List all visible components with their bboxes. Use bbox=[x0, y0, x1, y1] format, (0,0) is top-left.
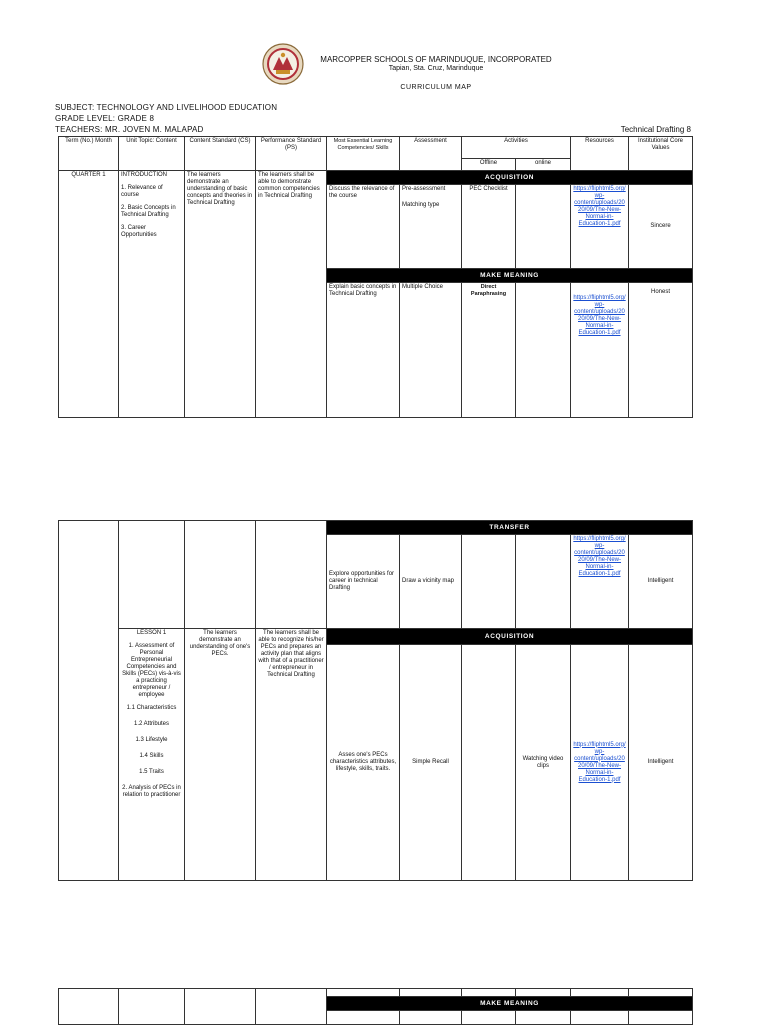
empty-cell bbox=[400, 989, 462, 997]
col-offline: Offline bbox=[462, 159, 516, 171]
teacher-line: TEACHERS: MR. JOVEN M. MALAPAD bbox=[55, 125, 204, 134]
empty-cell bbox=[462, 989, 516, 997]
unit-item: 3. Career Opportunities bbox=[121, 225, 157, 238]
school-name: MARCOPPER SCHOOLS OF MARINDUQUE, INCORPORATED bbox=[320, 55, 552, 64]
content-standard-cell: The learners demonstrate an understanding of one's PECs. bbox=[185, 629, 256, 881]
col-content-standard: Content Standard (CS) bbox=[185, 137, 256, 171]
content-standard-cell bbox=[185, 521, 256, 629]
core-value-cell: Intelligent bbox=[629, 535, 693, 629]
term-cell bbox=[59, 989, 119, 1025]
unit-topic-cell bbox=[119, 629, 185, 881]
band-transfer: TRANSFER bbox=[327, 521, 693, 535]
table-row bbox=[59, 629, 693, 645]
online-cell: Watching video clips bbox=[516, 645, 571, 881]
col-resources: Resources bbox=[571, 137, 629, 171]
assessment-cell: Draw a vicinity map bbox=[400, 535, 462, 629]
grade-line: GRADE LEVEL: GRADE 8 bbox=[55, 114, 155, 123]
empty-cell bbox=[571, 1011, 629, 1025]
unit-topic-cell bbox=[119, 521, 185, 629]
table-row bbox=[59, 171, 693, 185]
empty-cell bbox=[516, 989, 571, 997]
lesson-item: LESSON 1 bbox=[136, 630, 167, 636]
table-header-row bbox=[59, 137, 693, 159]
col-unit-topic: Unit Topic: Content bbox=[119, 137, 185, 171]
online-cell bbox=[516, 535, 571, 629]
band-acquisition: ACQUISITION bbox=[327, 171, 693, 185]
school-seal-logo bbox=[262, 43, 304, 85]
core-value-cell: Intelligent bbox=[629, 645, 693, 881]
band-make-meaning: MAKE MEANING bbox=[327, 269, 693, 283]
empty-cell bbox=[327, 989, 400, 997]
lesson-item: 1.5 Traits bbox=[139, 769, 164, 775]
document-title: CURRICULUM MAP bbox=[400, 84, 472, 91]
term-cell bbox=[59, 521, 119, 881]
unit-item: INTRODUCTION bbox=[121, 172, 167, 178]
core-value-cell: Sincere bbox=[629, 185, 693, 269]
performance-standard-cell bbox=[256, 989, 327, 1025]
performance-standard-cell: The learners shall be able to demonstrate common competencies in Technical Drafting bbox=[256, 171, 327, 418]
col-activities: Activities bbox=[462, 137, 571, 159]
lesson-item: 1. Assessment of Personal Entrepreneurial Competencies and Skills (PECs) vis-à-vis a practicing entrepreneur / employee bbox=[122, 643, 181, 698]
band-make-meaning: MAKE MEANING bbox=[327, 997, 693, 1011]
unit-topic-cell bbox=[119, 171, 185, 418]
core-value-cell: Honest bbox=[629, 283, 693, 418]
table-row bbox=[59, 989, 693, 997]
melc-cell: Discuss the relevance of the course bbox=[327, 185, 400, 269]
lesson-item: 2. Analysis of PECs in relation to practitioner bbox=[122, 785, 181, 798]
table-row bbox=[59, 521, 693, 535]
empty-cell bbox=[516, 1011, 571, 1025]
lesson-item: 1.2 Attributes bbox=[133, 721, 170, 727]
offline-cell bbox=[462, 535, 516, 629]
course-name: Technical Drafting 8 bbox=[620, 125, 691, 134]
curriculum-table-1 bbox=[58, 136, 693, 418]
lesson-item: 1.3 Lifestyle bbox=[135, 737, 168, 743]
empty-cell bbox=[400, 1011, 462, 1025]
melc-cell: Explain basic concepts in Technical Drafting bbox=[327, 283, 400, 418]
assessment-cell: Multiple Choice bbox=[400, 283, 462, 418]
col-melc: Most Essential Learning Competencies/ Skills bbox=[327, 137, 400, 171]
unit-item: 1. Relevance of course bbox=[121, 185, 163, 198]
col-performance-standard: Performance Standard (PS) bbox=[256, 137, 327, 171]
col-assessment: Assessment bbox=[400, 137, 462, 171]
unit-item: 2. Basic Concepts in Technical Drafting bbox=[121, 205, 176, 218]
melc-cell: Asses one's PECs characteristics attributes, lifestyle, skills, traits. bbox=[327, 645, 400, 881]
melc-cell: Explore opportunities for career in technical Drafting bbox=[327, 535, 400, 629]
school-address: Tapian, Sta. Cruz, Marinduque bbox=[388, 65, 484, 72]
assessment-text: Pre-assessment bbox=[402, 186, 446, 192]
empty-cell bbox=[327, 1011, 400, 1025]
lesson-item: 1.4 Skills bbox=[139, 753, 164, 759]
empty-cell bbox=[629, 1011, 693, 1025]
curriculum-table-3 bbox=[58, 988, 693, 1025]
col-core-values: Institutional Core Values bbox=[629, 137, 693, 171]
content-standard-cell: The learners demonstrate an understanding of basic concepts and theories in Technical Drafting bbox=[185, 171, 256, 418]
subject-line: SUBJECT: TECHNOLOGY AND LIVELIHOOD EDUCATION bbox=[55, 103, 278, 112]
online-cell bbox=[516, 185, 571, 269]
col-term: Term (No.) Month bbox=[59, 137, 119, 171]
offline-cell bbox=[462, 645, 516, 881]
resource-link[interactable]: https://fliphtml5.org/wp-content/uploads/2020/09/The-New-Normal-in-Education-1.pdf bbox=[571, 185, 629, 269]
online-cell bbox=[516, 283, 571, 418]
unit-topic-cell bbox=[119, 989, 185, 1025]
resource-link[interactable]: https://fliphtml5.org/wp-content/uploads/2020/09/The-New-Normal-in-Education-1.pdf bbox=[571, 283, 629, 418]
offline-cell: PEC Checklist bbox=[462, 185, 516, 269]
assessment-cell: Simple Recall bbox=[400, 645, 462, 881]
curriculum-table-2 bbox=[58, 520, 693, 881]
col-online: online bbox=[516, 159, 571, 171]
resource-link[interactable]: https://fliphtml5.org/wp-content/uploads/2020/09/The-New-Normal-in-Education-1.pdf bbox=[571, 645, 629, 881]
assessment-text: Matching type bbox=[402, 202, 440, 208]
resource-link[interactable]: https://fliphtml5.org/wp-content/uploads/2020/09/The-New-Normal-in-Education-1.pdf bbox=[571, 535, 629, 629]
assessment-cell bbox=[400, 185, 462, 269]
content-standard-cell bbox=[185, 989, 256, 1025]
empty-cell bbox=[629, 989, 693, 997]
term-cell: QUARTER 1 bbox=[59, 171, 119, 418]
offline-cell: Direct Paraphrasing bbox=[462, 283, 516, 418]
empty-cell bbox=[462, 1011, 516, 1025]
performance-standard-cell bbox=[256, 521, 327, 629]
performance-standard-cell: The learners shall be able to recognize his/her PECs and prepares an activity plan that aligns with that of a practitioner / entrepreneur in Technical Drafting bbox=[256, 629, 327, 881]
lesson-item: 1.1 Characteristics bbox=[126, 705, 177, 711]
band-acquisition: ACQUISITION bbox=[327, 629, 693, 645]
empty-cell bbox=[571, 989, 629, 997]
